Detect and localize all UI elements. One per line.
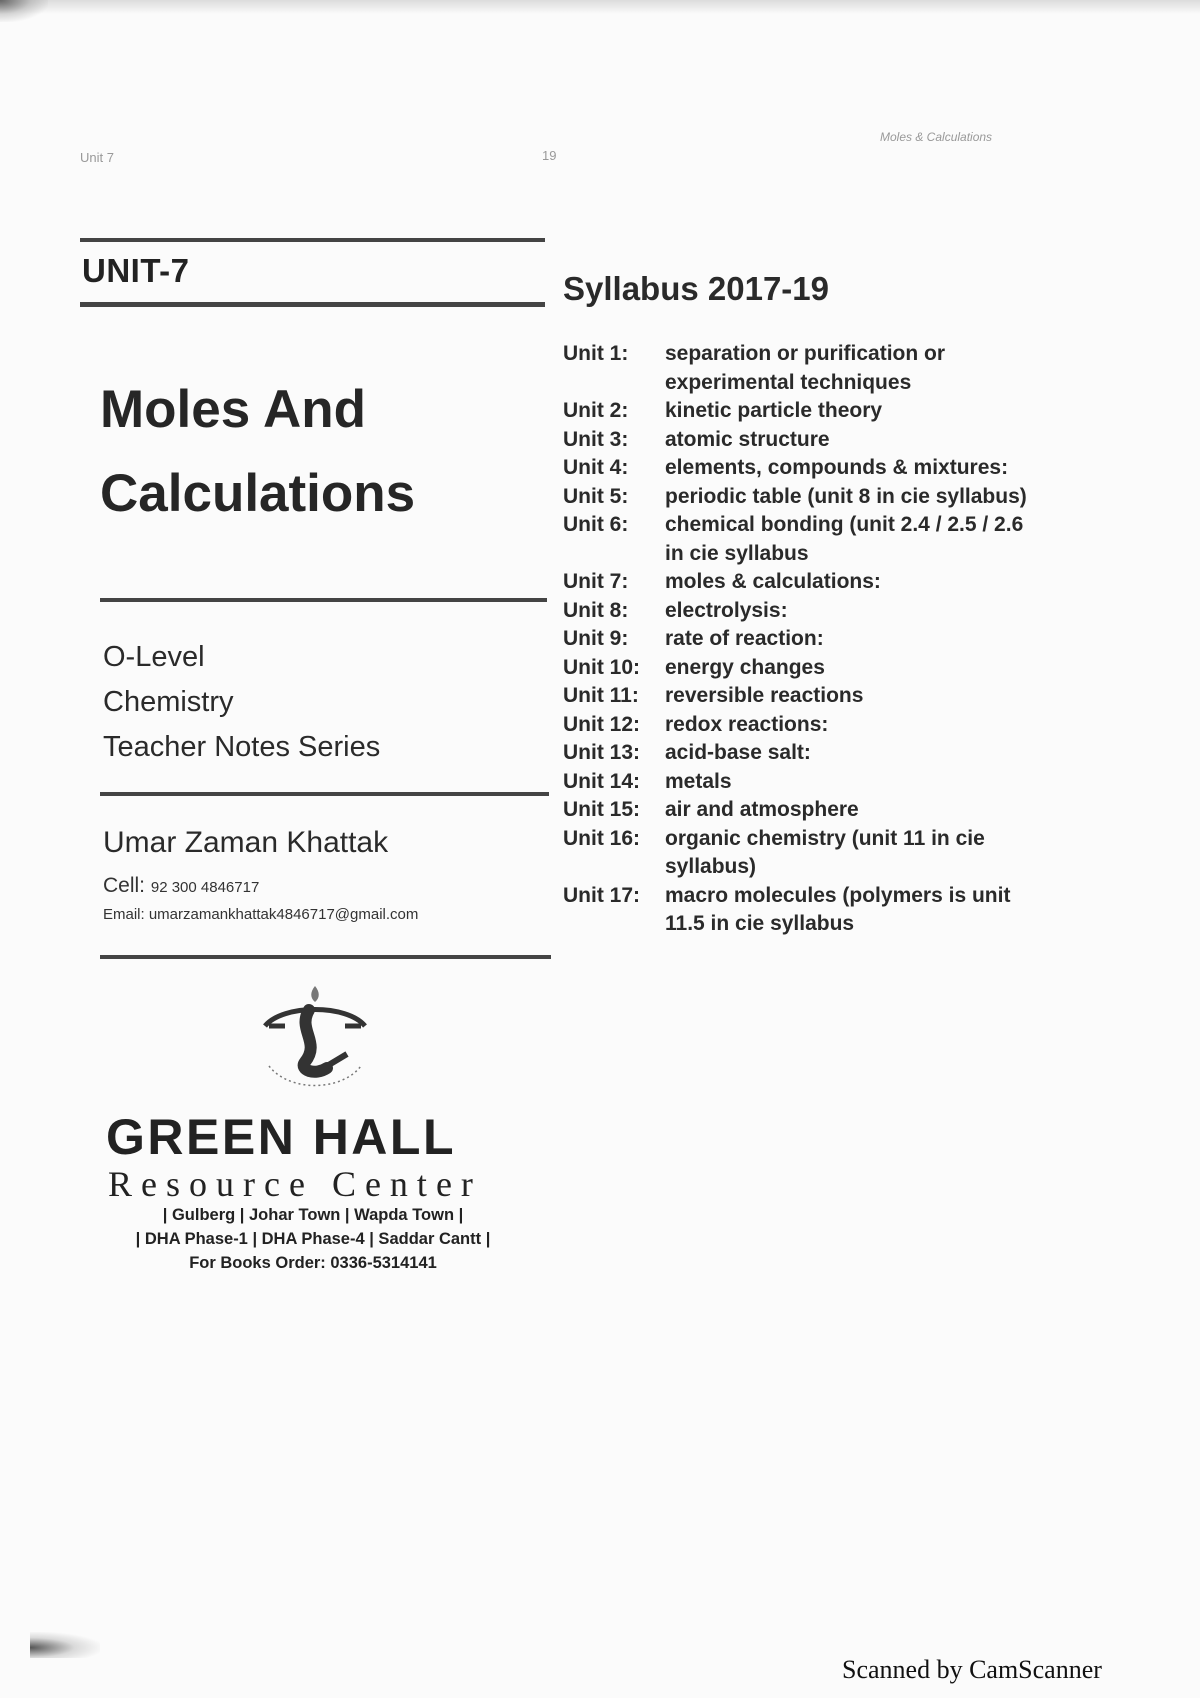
syllabus-unit-description: elements, compounds & mixtures:	[665, 456, 1009, 479]
syllabus-title: Syllabus 2017-19	[563, 270, 829, 307]
syllabus-unit-description: energy changes	[665, 655, 825, 679]
series-line: Teacher Notes Series	[103, 731, 381, 763]
series-info	[103, 635, 380, 770]
branch-list	[103, 1203, 523, 1275]
syllabus-unit-number: Unit 17:	[563, 883, 641, 907]
syllabus-unit-number: Unit 14:	[563, 769, 641, 793]
syllabus-unit-description: periodic table (unit 8 in cie syllabus)	[665, 484, 1027, 508]
syllabus-unit-number: Unit 3:	[563, 427, 629, 451]
running-header-right: Moles & Calculations	[880, 130, 993, 144]
syllabus-unit-number: Unit 2:	[563, 399, 629, 422]
order-contact: For Books Order: 0336-5314141	[189, 1254, 437, 1272]
syllabus-item	[563, 711, 1043, 740]
syllabus-unit-number: Unit 8:	[563, 598, 629, 622]
syllabus-item	[563, 454, 1043, 483]
syllabus-unit-description: macro molecules (polymers is unit 11.5 in cie syllabus	[665, 883, 1011, 935]
divider	[100, 955, 551, 959]
unit-label: UNIT-7	[82, 252, 190, 289]
syllabus-item	[563, 340, 1043, 397]
syllabus-unit-number: Unit 12:	[563, 712, 641, 736]
email-contact: Email: umarzamankhattak4846717@gmail.com	[103, 906, 419, 923]
cell-number: 92 300 4846717	[150, 879, 260, 896]
syllabus-unit-description: air and atmosphere	[665, 798, 859, 821]
divider	[80, 238, 545, 242]
cell-label: Cell:	[103, 874, 146, 897]
syllabus-unit-number: Unit 4:	[563, 456, 629, 479]
syllabus-list	[563, 340, 1043, 939]
syllabus-unit-description: redox reactions:	[665, 712, 829, 736]
syllabus-unit-number: Unit 6:	[563, 513, 629, 536]
syllabus-item	[563, 511, 1043, 568]
cell-contact	[103, 874, 259, 898]
title-line: Moles And	[100, 380, 366, 439]
syllabus-unit-description: separation or purification or experimental techniques	[665, 342, 946, 394]
syllabus-unit-number: Unit 15:	[563, 798, 641, 821]
syllabus-item	[563, 426, 1043, 455]
syllabus-item	[563, 397, 1043, 426]
syllabus-unit-description: atomic structure	[665, 427, 830, 451]
syllabus-unit-number: Unit 16:	[563, 826, 641, 850]
syllabus-unit-number: Unit 11:	[563, 684, 639, 707]
syllabus-unit-number: Unit 9:	[563, 627, 629, 650]
syllabus-unit-number: Unit 1:	[563, 342, 629, 365]
page-number: 19	[542, 148, 557, 163]
divider	[80, 302, 545, 307]
syllabus-unit-number: Unit 5:	[563, 484, 629, 508]
syllabus-unit-number: Unit 10:	[563, 655, 641, 679]
series-line: O-Level	[103, 641, 205, 673]
syllabus-unit-number: Unit 7:	[563, 570, 629, 593]
book-title	[100, 368, 415, 536]
divider	[100, 598, 547, 602]
syllabus-unit-description: reversible reactions	[665, 684, 864, 707]
branches-line: | Gulberg | Johar Town | Wapda Town |	[162, 1206, 464, 1224]
branches-line: | DHA Phase-1 | DHA Phase-4 | Saddar Cantt |	[135, 1230, 491, 1248]
syllabus-unit-number: Unit 13:	[563, 741, 641, 764]
logo-icon	[255, 978, 375, 1093]
syllabus-item	[563, 768, 1043, 797]
syllabus-unit-description: acid-base salt:	[665, 741, 811, 764]
syllabus-item	[563, 625, 1043, 654]
running-header-left: Unit 7	[80, 150, 114, 165]
scan-shadow-top	[0, 0, 1200, 14]
title-line: Calculations	[100, 464, 416, 523]
scan-corner-mark	[30, 1632, 100, 1658]
syllabus-unit-description: metals	[665, 769, 732, 793]
syllabus-item	[563, 483, 1043, 512]
syllabus-item	[563, 739, 1043, 768]
series-line: Chemistry	[103, 686, 234, 718]
syllabus-item	[563, 654, 1043, 683]
syllabus-item	[563, 568, 1043, 597]
brand-name: GREEN HALL	[106, 1109, 456, 1165]
syllabus-item	[563, 796, 1043, 825]
syllabus-unit-description: rate of reaction:	[665, 627, 824, 650]
syllabus-item	[563, 682, 1043, 711]
author-name: Umar Zaman Khattak	[103, 826, 389, 859]
scan-corner-mark	[0, 0, 48, 22]
syllabus-unit-description: organic chemistry (unit 11 in cie syllabus)	[665, 826, 985, 878]
divider	[100, 792, 549, 796]
syllabus-item	[563, 597, 1043, 626]
syllabus-unit-description: kinetic particle theory	[665, 399, 883, 422]
syllabus-item	[563, 882, 1043, 939]
syllabus-unit-description: moles & calculations:	[665, 570, 881, 593]
syllabus-unit-description: electrolysis:	[665, 598, 788, 622]
scanner-watermark: Scanned by CamScanner	[842, 1655, 1102, 1684]
brand-subtitle: Resource Center	[108, 1164, 482, 1204]
syllabus-unit-description: chemical bonding (unit 2.4 / 2.5 / 2.6 in cie syllabus	[665, 513, 1024, 565]
syllabus-item	[563, 825, 1043, 882]
